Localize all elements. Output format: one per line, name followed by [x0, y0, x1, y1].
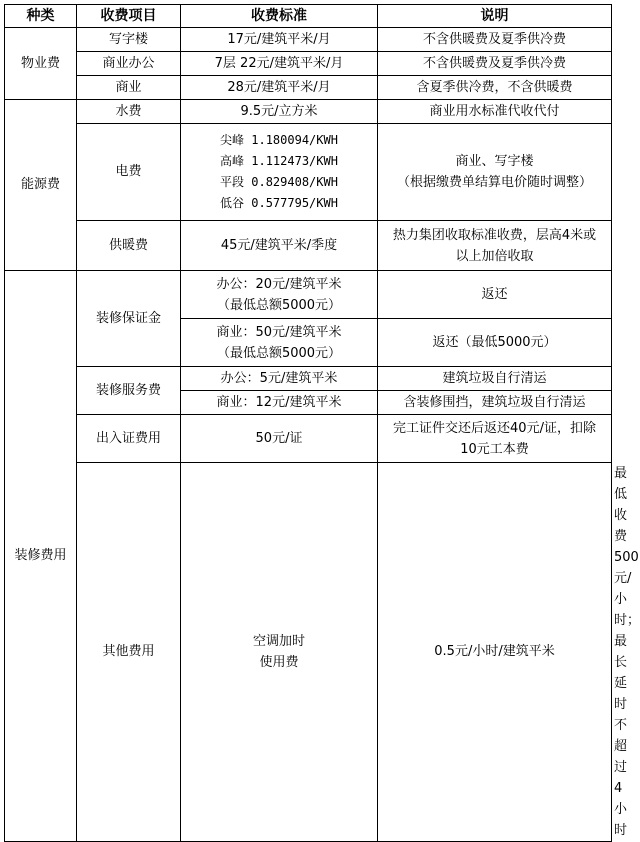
note-line: （根据缴费单结算电价随时调整）: [396, 175, 592, 190]
standard-cell: 28元/建筑平米/月: [181, 76, 378, 100]
note-line: 完工证件交还后返还40元/证，扣除: [393, 420, 596, 436]
table-row: [5, 28, 612, 52]
item-cell: 装修保证金: [77, 271, 181, 367]
item-cell: 水费: [77, 100, 181, 124]
standard-cell: 7层 22元/建筑平米/月: [181, 52, 378, 76]
standard-line: （最低总额5000元）: [216, 297, 342, 313]
table-row: 其他费用 空调加时 使用费 0.5元/小时/建筑平米 最低收费500元/小时；最长延时不 超过4小时: [5, 463, 612, 842]
standard-line: 办公：20元/建筑平米: [216, 276, 342, 292]
header-item: 收费项目: [77, 5, 181, 28]
note-line: 10元工本费: [460, 441, 529, 457]
item-cell: 商业办公: [77, 52, 181, 76]
category-renovation: 装修费用: [5, 271, 77, 842]
item-cell: [181, 463, 378, 842]
category-property: 物业费: [5, 28, 77, 100]
note-line: 商业、写字楼: [455, 154, 534, 169]
item-cell: 供暖费: [77, 221, 181, 271]
item-cell: 装修服务费: [77, 367, 181, 415]
standard-cell: [181, 271, 378, 319]
table-row: [5, 367, 612, 391]
header-category: 种类: [5, 5, 77, 28]
note-cell: 商业用水标准代收代付: [378, 100, 612, 124]
electric-rate-flat: 平段 0.829408/KWH: [220, 175, 338, 189]
item-cell: 出入证费用: [77, 415, 181, 463]
note-cell: 含装修围挡，建筑垃圾自行清运: [378, 391, 612, 415]
standard-cell: [181, 319, 378, 367]
note-line: 热力集团收取标准收费，层高4米或: [392, 227, 597, 243]
item-line: 空调加时: [252, 634, 305, 649]
category-other: 其他费用: [77, 463, 181, 842]
note-line: 以上加倍收取: [455, 248, 534, 264]
header-note: 说明: [378, 5, 612, 28]
standard-line: 商业：50元/建筑平米: [216, 324, 342, 340]
header-row: [5, 5, 612, 28]
standard-cell: 17元/建筑平米/月: [181, 28, 378, 52]
table-row: [5, 271, 612, 319]
item-cell: 电费: [77, 124, 181, 221]
standard-cell: [181, 124, 378, 221]
standard-cell: 9.5元/立方米: [181, 100, 378, 124]
note-cell: 返还: [378, 271, 612, 319]
standard-cell: 50元/证: [181, 415, 378, 463]
electric-rate-high: 高峰 1.112473/KWH: [220, 154, 338, 168]
fee-table: [4, 4, 640, 842]
note-cell: 含夏季供冷费，不含供暖费: [378, 76, 612, 100]
item-cell: 商业: [77, 76, 181, 100]
note-cell: 不含供暖费及夏季供冷费: [378, 52, 612, 76]
note-cell: 不含供暖费及夏季供冷费: [378, 28, 612, 52]
standard-line: （最低总额5000元）: [216, 345, 342, 361]
item-cell: 写字楼: [77, 28, 181, 52]
category-energy: 能源费: [5, 100, 77, 271]
note-cell: [378, 415, 612, 463]
note-cell: [378, 124, 612, 221]
electric-rate-peak: 尖峰 1.180094/KWH: [220, 133, 338, 147]
table-row: [5, 52, 612, 76]
note-cell: [378, 221, 612, 271]
standard-cell: 45元/建筑平米/季度: [181, 221, 378, 271]
item-line: 使用费: [259, 655, 299, 670]
note-cell: 返还（最低5000元）: [378, 319, 612, 367]
standard-cell: 0.5元/小时/建筑平米: [378, 463, 612, 842]
table-row: [5, 76, 612, 100]
table-row: [5, 100, 612, 124]
table-row: [5, 124, 612, 221]
standard-cell: 办公：5元/建筑平米: [181, 367, 378, 391]
standard-cell: 商业：12元/建筑平米: [181, 391, 378, 415]
electric-rate-valley: 低谷 0.577795/KWH: [220, 196, 338, 210]
table-row: [5, 221, 612, 271]
note-cell: 建筑垃圾自行清运: [378, 367, 612, 391]
header-standard: 收费标准: [181, 5, 378, 28]
table-row: [5, 415, 612, 463]
